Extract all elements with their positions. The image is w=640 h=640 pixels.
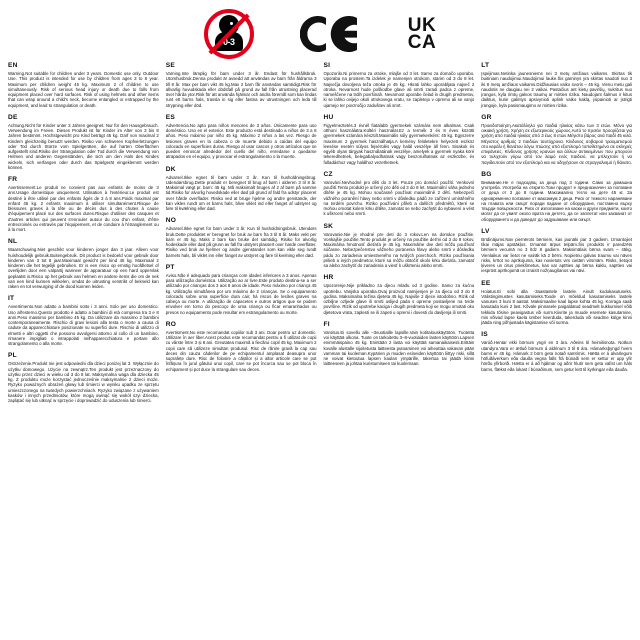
language-code: SI: [323, 62, 331, 69]
language-block-dk: [166, 166, 317, 212]
language-block-ee: [481, 280, 632, 326]
warning-text: Warning.Not suitable for children under 3 years. Domestic use only. Outdoor Use. This product is intended for use by children from ages 3 to 8 year. Maximum per children weight 45 kg. Maximum 2 of children to use simultaneously. Risk of serious head injury or death due to falls from equipment placed over hard surfaces. Risk of using helmets and other items that can wrap around a child's neck, become entangled or entrapped by the equipment, and lead to strangulation or death.: [8, 71, 159, 108]
language-block-en: [8, 62, 159, 108]
language-block-hr: [324, 274, 475, 315]
warning-text: Opozorilo.Ni primerno za otroke, mlajše od 3 let. Samo za domačo uporabo. Uporaba na prostem.Ta izdelek je namenjen otrokom, starim od 3 do 8 let. Največja dovoljena teža otroka je 45 kg. Hkrati lahko uporabljata največ 2 otroka. Nevarnost hude poškodbe glave ali smrti zaradi padca z opreme, nameščene na trdih površinah. Nevarnost uporabe čelad in drugih predmetov, ki se lahko ovijejo okoli otrokovega vratu, se zapletejo v opremo ali se vanjo ujamejo ter povzročijo zadušitev ali smrt.: [323, 71, 475, 108]
language-block-is: [481, 331, 632, 372]
column-4: [481, 62, 632, 628]
ce-mark-icon: [300, 13, 362, 55]
language-code: SK: [323, 222, 334, 230]
warning-text: Προειδοποίηση.Ακατάλληλο για παιδιά ηλικίας κάτω των 3 ετών. Μόνο για οικιακή χρήση. Χρήση σε εξωτερικούς χώρους.Αυτό το προϊόν προορίζεται για χρήση από παιδιά ηλικίας από 3 έως 8 ετών.Μέγιστο βάρος ανά παιδί 45 κιλά. Μέγιστος αριθμός 2 παιδιών ταυτόχρονα. Κίνδυνος σοβαρού τραυματισμού στο κεφάλι ή θανάτου λόγω πτώσης από εξοπλισμό τοποθετημένο σε σκληρές επιφάνειες. Κίνδυνος χρήσης κρανών και άλλων αντικειμένων που μπορούν να τυλιχτούν γύρω από τον λαιμό ενός παιδιού, να μπλεχτούν ή να παγιδευτούν από τον εξοπλισμό και να οδηγήσουν σε στραγγαλισμό ή θάνατο.: [481, 122, 632, 165]
language-block-fr: [8, 176, 159, 232]
language-code: IS: [481, 331, 488, 339]
language-block-no: [166, 217, 317, 258]
warning-text: Внимание.Не е подходящ за деца под 3 години. Само за домашна употреба. Употреба на открито.Този продукт е предназначен за ползване от деца от 3 до 8 години. Максимално тегло на дете 45 кг. За едновременно ползване от максимум 2 деца. Риск от тежкото нараняване на главата или смърт поради падане от оборудване, поставено върху твърди повърхности. Риск от използване на каски и други предмети, които могат да се увият около врата на детето, да се заплетат или захванат от оборудването и да доведат до задушаване или смърт.: [481, 179, 632, 222]
warning-text: Advertencia.No apto para niños menores de 3 años. Únicamente para uso doméstico. Uso en el exterior. Este producto está destinado a niños de 3 a 8 años. Peso máximo por niño 45 kg. Máximo 2 niños a las vez. Riesgo de lesiones graves en la cabeza o de muerte debido a caídas del equipo colocado en superficies duras. Riesgo al usar cascos y otros artículos que se pueden enroscar alrededor del cuello del niño, enredarse o quedarse atrapados en el equipo, y provocar el estrangulamiento o la muerte.: [165, 122, 317, 160]
warning-text: Advarsel.Ikke egnet til børn under 3 år. Kun til husholdningsbrug. Udendørsbrug.Dette produkt er beregnet til brug af børn i alderen 3 til 8 år. Maksimal vægt pr. barn: 45 kg. Må maksimalt bruges af 2 af børn på samme tid.Risiko for alvorlig hovedskade eller død på grund af fald fra udstyr placeret over hårde overflader. Risiko ved at bruge hjelme og andre genstande, der kan vikles rundt om et barns hals, blive viklet ind eller fanget af udstyret og føre til kvælning eller død.: [165, 174, 317, 211]
language-code: GR: [481, 113, 492, 121]
warning-text: Varování.Nevhodné pro děti do 3 let. Pouze pro domácí použití. Venkovní použití.Tento produkt je určený pro děti od 3 do 8 let. Maximální váha jednoho dítěte je 45 kg. Mohou současně používat maximálně 2 dětí. Nebezpečí vážného poranění hlavy nebo smrti v důsledku pádů ze zařízení umístěného na tvrdém povrchu. Riziko používání přileb a dalších předmětů, které se mohou omotat kolem krku dítěte, zamotat se nebo zachytit do vybavení a vést k uškrcení nebo smrti.: [323, 179, 475, 217]
language-block-nl: [8, 238, 159, 289]
warning-text: Varúð.Hentar ekki börnum yngri en 3 ára. Aðeins til heimilisnota. Notkun utandyra.Vara er ætluð börnum á aldrinum 3 til 8 ára. Hámarksþyngd hvers barns er 45 kg. Hámark 2 börn geta notað samtímis. Hætta er á alvarlegum höfuðáverkum eða dauða vegna falls frá búnaði sem er settur er upp yfir hörðu yfirborði. Hætta er á að hjálmar og aðrir hlutir sem geta vafist um háls barns, flækst eða lokast í búnaðinum, sem getur leitt til kyrkingar eða dauða.: [481, 340, 632, 372]
warning-text: Upozorenje.Nije prikladno za djecu mlađu od 3 godine. Samo za kućnu upotrebu. Vanjska uporaba.Ovaj proizvod namijenjen je za djecu od 3 do 8 godina. Maksimalna težina djeteta 45 kg. Najviše 2 djece istodobno. Rizik od ozbiljne ozljede glave ili smrti uslijed pada s opreme postavljene na tvrde površine. Rizik od upotrebe kaciga i drugih predmeta koji se mogu omotati oko djetetova vrata, zaplesti se ili zapeti u opremi i dovesti do davljenja ili smrti.: [323, 283, 475, 315]
warning-text: Avertissement.Le produit ne convient pas aux enfants de moins de 3 ans.Usage domestique uniquement. Utilisation à l'extérieur.Le produit est destiné à être utilisé par des enfants âgés de 3 à 8 ans.Poids maximal par enfant 45 kg. 2 enfants maximum à utiliser simultanément.Risque de blessures graves à la tête ou de décès dus à des chutes à cause d'équipement placé sur des surfaces dures.Risque d'utiliser des casques et d'autres articles qui peuvent s'enrouler autour du cou d'un enfant, d'être entrecroisés ou entravés par l'équipement, et de conduire à l'étranglement ou à la mort.: [8, 185, 159, 232]
language-block-hu: [324, 114, 475, 165]
language-code: RO: [165, 320, 177, 328]
child-eye-left: [230, 22, 233, 25]
language-code: CZ: [323, 170, 333, 178]
language-code: EN: [8, 62, 18, 69]
language-block-lt: [481, 62, 632, 108]
warning-text: Varning.Inte lämplig för barn under 3 år. Endast för hushållsbruk. Utomhusbruk.Denna produkt är avsedd att användas av barn från åldrarna 3 till 8 år. Max per barn vikt 45 kg.Max 2 barn får användas samtidigt.Risk för allvarlig huvudskada eller dödsfall på grund av fall från utrustning placerad över hårda ytor.Risk för att använda hjälmar och andra föremål som kan lindas runt ett barns hals, trassla in sig eller fastna av utrustningen och leda till strypning eller död.: [165, 71, 317, 108]
warning-text: Varoitus.Ei sovellu alle –3vuotiaille lapsille.Vain kotitalouskäyttöön. Tuotetta voi käyttää ulkona. Tuote on tarkoitettu 3–8-vuotiaiden lasten käyttöön.Lapsen enimmäispaino 45 kg. Enintään 2 lasta voi käyttää samanaikaisesti.Erittäin kovalle alustalle sijoitetusta laitteesta putoaminen voi aiheuttaa vakavan pään vamman tai kuoleman.Kypärien ja muiden esineiden käyttöön liittyy riski, sillä ne voivat kietoutua lapsen kaulan ympärille, takertua tai jäädä kiinni laitteeseen ja johtaa kuristumiseen tai kuolemaan.: [323, 329, 475, 367]
language-block-es: [166, 114, 317, 160]
language-code: BG: [481, 170, 492, 178]
language-code: NL: [8, 238, 18, 246]
language-block-si: [324, 62, 475, 108]
language-block-sk: [324, 223, 475, 269]
warning-text: Achtung.Nicht für Kinder unter 3 Jahren geeignet. Nur für den Hausgebrauch. Verwendung im Freien. Dieses Produkt ist für Kinder im Alter von 3 bis 8 Jahren bestimmt. Höchstgewicht pro Kind beträgt 45 kg. Darf von maximal 2 Kindern gleichzeitig benutzt werden. Risiko von schweren Kopfverletzungen oder Tod durch Stürze vom Spielgeräten, die auf harten Oberflächen aufgestellt sind.Risiko der Strangulation oder Tod durch die Verwendung von Helmen und anderen Gegenständen, die sich um den Hals des Kindes wickeln, sich verfangen oder durch das Spielgerät eingeklemmt werden können.: [8, 122, 159, 170]
language-code: DK: [165, 165, 176, 173]
language-code: NO: [165, 217, 177, 225]
language-code: FR: [8, 176, 18, 183]
language-block-lv: [481, 228, 632, 274]
language-block-de: [8, 114, 159, 170]
warning-text: Aviso.Não é adequado para crianças com idades inferiores a 3 anos. Apenas para utilização doméstica. Utilização ao ar livre.Este produto destina-se a ser utilizado por crianças dos 3 aos 8 anos de idade. Peso máximo por criança 45 kg. Utilização simultânea por um máximo de 2 crianças. Se o equipamento colocado sobre uma superfície dura cair, há riscos de lesões graves na cabeça ou morte. A utilização de capacetes e outros artigos que se podem envolver em torno do pescoço de uma criança ou ficar emaranhados ou presos no equipamento pode resultar em estrangulamento ou morte.: [165, 272, 317, 315]
language-code: ES: [165, 113, 175, 121]
language-columns: [8, 62, 632, 628]
column-2: [166, 62, 317, 628]
language-code: PT: [165, 263, 175, 271]
ukca-mark-icon: [408, 17, 436, 51]
language-block-it: [8, 295, 159, 346]
no-children-under-3-icon: [204, 9, 254, 59]
language-code: LT: [481, 62, 490, 69]
warning-text: Įspėjimas.Netinka jaunesniems nei 3 metų amžiaus vaikams. Skirtas tik buitiniam naudojimui.Naudojimui lauke.Šis gaminys yra skirtas naudoti nuo 3 iki 8 metų amžiaus vaikams.Didžiausias vaiko svoris – 45 kg. Vienu metu gali naudotis ne daugiau nei 2 vaikai. Pastačius ant kietų paviršių, nukritus nuo įrangos, kyla rimtų galvos traumų ar mirties rizika. Naudojant šalmus ir kitus daiktus, kurie galintys apsivynioti aplink vaiko kaklą, įsipainioti ar įstrigti įrangoje, kyla pasismaugimo ar mirties rizika.: [481, 71, 632, 108]
language-block-se: [166, 62, 317, 108]
language-code: DE: [8, 113, 18, 121]
warning-text: Hoiatus.Ei sobi alla -3aastastele lastele. Ainult kodukasutuseks. Välistingimustes kasutamiseks.Toode on mõeldud kasutamiseks lastele vanuses 3 kuni 8 aastat. Maksimaalne kaal lapse kohta 45 kg. Korraga saab kasutada kuni 2 last. Kõvale pinnasele paigaldatud seadmelt kukkumisel võib tekkida tõsine peavigastus või surm.Kiivrite ja muude esemete kasutamine, mis võivad lapse kaela ümber keerduda, takerduda või seadme külge kinni jääda ning põhjustada kägistamise või surma.: [481, 288, 632, 325]
language-code: EE: [481, 279, 491, 287]
language-block-ro: [166, 321, 317, 372]
language-code: SE: [165, 62, 175, 69]
column-1: [8, 62, 159, 628]
language-code: HU: [323, 113, 334, 121]
language-block-bg: [481, 171, 632, 222]
ukca-line-2: CA: [407, 32, 437, 53]
warning-text: Avvertimento.Non adatto a bambini sotto i 3 anni. Solo per uso domestico. Uso all'esterno.Questo prodotto è adatto a bambini di età compresa tra 3 e 8 anni.Peso massimo per bambino 45 kg. Da utilizzare da massimo 2 bambini contemporaneamente. Rischio di gravi lesioni alla testa o morte a causa di cadute da apparecchiature posizionate su superfici dure. Rischio di utilizzo di elmetti e altri oggetti che possono avvolgersi attorno al collo di un bambino, rimanere impigliati o intrappolati nell'apparecchiatura e portare allo strangolamento o alla morte.: [8, 304, 159, 346]
language-block-gr: [481, 114, 632, 165]
warning-text: Ostrzeżenie.Produkt nie jest odpowiedni dla dzieci poniżej lat 3. Wyłącznie do użytku domowego. Użycie na zewnątrz.Ten produkt jest przeznaczony do użytku przez dzieci w wieku od 3 do 8 lat. Maksymalna waga dla dziecka 45 kg. Z produktu może korzystać jednocześnie maksymalnie 2 dzieci może. Ryzyko poważnych obrażeń głowy lub śmierci w wyniku upadku ze sprzętu umieszczonego na twardych powierzchniach. Ryzyko związane z używaniem kasków i innych przedmiotów, które mogą owinąć się wokół szyi dziecka, zaplątać się lub utknąć w sprzęcie i doprowadzić do uduszenia lub śmierci.: [8, 361, 159, 403]
language-block-pl: [8, 352, 159, 403]
language-code: IT: [8, 295, 15, 303]
warning-text: Figyelmeztetés.3 évnél fiatalabb gyermekek számára nem alkalmas. Csak otthoni használatra.Kültéri használat.Ez a termék 3 és 8 éves közötti gyermekek számára készült.Maximális súly gyermekenként: 45 kg. Egyszerre maximum 2 gyermek használhatja.A kemény felületekre helyezett eszköz leesése esetén súlyos fejsérülés vagy halál veszélye áll fenn. Sisakok és egyéb olyan tárgyak használatának veszélye, amelyek a gyermek nyaka köré tekeredhetnek, belegabalyodhatnak vagy beszorulhatnak az eszközbe, és fulladáshoz vagy halálhoz vezethetnek.: [323, 122, 475, 165]
warning-text: Waarschuwing.Niet geschikt voor kinderen jonger dan 3 jaar. Alleen voor huishoudelijk gebruik.Buitengebruik. Dit product is bedoeld voor gebruik door kinderen van 3 tot 8 jaar.Maximaal gewicht per kind 45 kg. Maximaal 2 kinderen die het tegelijk gebruiken. Er is een risico op ernstig hoofdletsel of overlijden door een valpartij wanneer de apparatuur op een hard oppervlak geplaatst is.Risico op het gebruik van helmen en andere items die om de nek van een kind kunnen wikkelen, omdat de uitrusting verstrikt of bekneld kan raken en tot verwurging of de dood kunnen leiden.: [8, 247, 159, 289]
language-block-pt: [166, 264, 317, 315]
age-range-label: 0-3: [223, 37, 235, 47]
warning-text: Brīdinājums.Nav piemērots bērniem, kas jaunāki par 3 gadiem. Izmantojiet tikai mājas apstākļos. Izmantot ārpus telpām.Šis produkts ir paredzēts bērniem vecumā no 3 līdz 8 gadiem. Maksimālais bērna svars – 45kg. Vienlaikus var lietot ne vairāk kā 2 bērni. Nopietnu galvas traumu vai nāves risks, krītot no aprīkojuma, kas novietots virs cietām virsmām. Risks, lietojot ķiveres un citus priekšmetus, kas var aptīties ap bērna kaklu, sapīties vai iesprūst aprīkojumā un izraisīt nožņaugšanos vai nāvi.: [481, 236, 632, 274]
language-block-fi: [324, 321, 475, 367]
language-code: FI: [323, 320, 330, 328]
language-code: LV: [481, 227, 490, 235]
ukca-line-1: UK: [407, 15, 437, 36]
language-code: PL: [8, 352, 17, 360]
symbol-header: [8, 6, 632, 62]
warning-text: Avertisment.Nu este recomandat copiilor sub 3 ani. Doar pentru uz domestic. Utilizare în aer liber.Acest produs este recomandat pentru a fi utilizat de copii cu vârste între 3 și 8 ani. Greutatea maximă a fiecărui copil 45 kg. Maximum 2 copii care să utilizeze simultan produsul. Risc de rănire gravă la cap sau deces din cauza căderilor de pe echipamentul amplasat deasupra unor suprafețe dure. Risc de folosire a căștilor și a altor articole care se pot înfășura în jurul gâtului unui copil, care se pot încurca sau se pot bloca în echipament și pot duce la strangulare sau deces.: [165, 329, 317, 372]
warning-text: Advarsel.Ikke egnet for barn under 3 år. Kun til husholdningsbruk. Utendørs bruk.Dette produktet er beregnet for bruk av barn fra 3 til 8 år. Maks vekt per barn er 45 kg. Maks 2 barn kan bruke det samtidig. Risiko for alvorlig hodeskade eller død på grunn av fall fra utstyret plassert over harde overflater. Risiko ved bruk av hjelmer og andre gjenstander som kan vikle seg rundt barnets hals, bli viklet inn eller fanget av utstyret og føre til kvelning eller død.: [165, 226, 317, 258]
language-code: HR: [323, 274, 334, 282]
language-block-cz: [324, 171, 475, 217]
column-3: [324, 62, 475, 628]
warning-text: Varovanie.Nie je vhodné pre deti do 3 rokov.Len na domáce použitie. Vonkajšie použitie.Tento produkt je určený na použitie deťmi od 3 do 8 rokov. Maximálna hmotnosť dieťaťa je 45 kg. Maximálne dve deti môžu používať súčasne. Nebezpečenstvo vážneho poranenia hlavy alebo smrti v dôsledku pádu zo zariadenia umiestneného na tvrdých povrchoch. Riziko používania prilieb a iných predmetov, ktoré sa môžu obtočiť okolo krku dieťaťa, zamotať sa alebo zachytiť do zariadenia a viesť k uškrteniu alebo smrti.: [323, 231, 475, 268]
